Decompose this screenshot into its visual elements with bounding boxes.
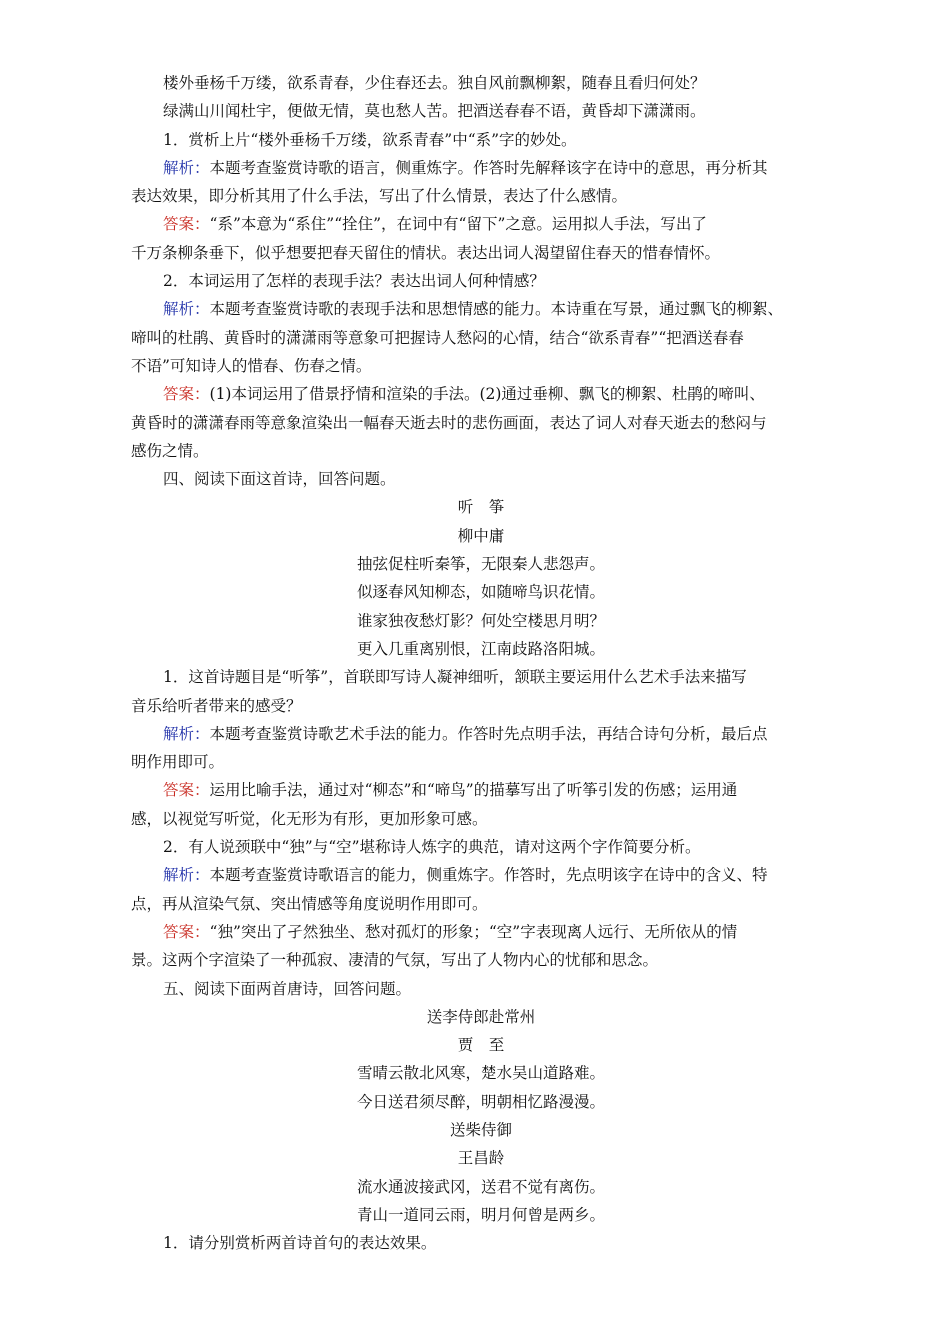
question: 1．赏析上片“楼外垂杨千万缕，欲系青春”中“系”字的妙处。 [163, 130, 577, 149]
analysis-text: 啼叫的杜鹃、黄昏时的潇潇雨等意象可把握诗人愁闷的心情，结合“欲系青春”“把酒送春春 [131, 328, 744, 347]
analysis-text: 表达效果，即分析其用了什么手法，写出了什么情景，表达了什么感情。 [131, 187, 628, 206]
answer-text: 景。这两个字渲染了一种孤寂、凄清的气氛，写出了人物内心的忧郁和思念。 [131, 951, 659, 970]
poem-title: 听 筝 [457, 498, 505, 517]
poem-line: 谁家独夜愁灯影？何处空楼思月明？ [356, 611, 605, 630]
analysis-text: 本题考查鉴赏诗歌的表现手法和思想情感的能力。本诗重在写景，通过飘飞的柳絮、 [209, 300, 784, 319]
poem-line: 流水通波接武冈，送君不觉有离伤。 [356, 1177, 605, 1196]
poem-line: 抽弦促柱听秦筝，无限秦人悲怨声。 [356, 555, 605, 574]
answer-label: 答案： [163, 385, 210, 404]
poem-line: 楼外垂杨千万缕，欲系青春，少住春还去。独自风前飘柳絮，随春且看归何处？ [163, 74, 706, 92]
analysis-text: 本题考查鉴赏诗歌的语言，侧重炼字。作答时先解释该字在诗中的意思，再分析其 [209, 158, 768, 177]
answer-label: 答案： [163, 922, 210, 941]
answer-text: “系”本意为“系住”“拴住”，在词中有“留下”之意。运用拟人手法，写出了 [209, 215, 707, 234]
answer-label: 答案： [163, 215, 210, 234]
poem-line: 青山一道同云雨，明月何曾是两乡。 [356, 1205, 605, 1224]
question: 1．请分别赏析两首诗首句的表达效果。 [163, 1234, 437, 1253]
answer-paragraph [131, 776, 831, 804]
answer-text: 感伤之情。 [131, 441, 209, 460]
analysis-paragraph [131, 861, 831, 889]
answer-paragraph [131, 380, 831, 408]
section-heading: 五、阅读下面两首唐诗，回答问题。 [163, 979, 412, 998]
poem-line: 绿满山川闻杜宇，便做无情，莫也愁人苦。把酒送春春不语，黄昏却下潇潇雨。 [163, 102, 706, 121]
poem-line: 更入几重离别恨，江南歧路洛阳城。 [356, 639, 605, 658]
analysis-text: 点，再从渲染气氛、突出情感等角度说明作用即可。 [131, 894, 488, 913]
poem-title: 送柴侍御 [449, 1120, 512, 1139]
answer-paragraph [131, 210, 831, 238]
answer-text: 千万条柳条垂下，似乎想要把春天留住的情状。表达出词人渴望留住春天的惜春情怀。 [131, 243, 721, 262]
analysis-paragraph [131, 295, 831, 323]
answer-label: 答案： [163, 781, 210, 800]
answer-text: “独”突出了孑然独坐、愁对孤灯的形象；“空”字表现离人远行、无所依从的情 [209, 922, 738, 941]
question: 1．这首诗题目是“听筝”，首联即写诗人凝神细听，颔联主要运用什么艺术手法来描写 [163, 668, 747, 687]
analysis-paragraph [131, 154, 831, 182]
poem-author: 贾 至 [457, 1036, 505, 1055]
poem-title: 送李侍郎赴常州 [426, 1007, 536, 1026]
poem-line: 今日送君须尽醉，明朝相忆路漫漫。 [356, 1092, 605, 1111]
answer-text: 运用比喻手法，通过对“柳态”和“啼鸟”的描摹写出了听筝引发的伤感；运用通 [209, 781, 738, 800]
analysis-label: 解析： [163, 724, 210, 743]
analysis-label: 解析： [163, 866, 210, 885]
document-body [131, 69, 831, 1257]
answer-paragraph [131, 918, 831, 946]
question: 2．有人说颈联中“独”与“空”堪称诗人炼字的典范，请对这两个字作简要分析。 [163, 838, 701, 857]
analysis-label: 解析： [163, 158, 210, 177]
poem-author: 王昌龄 [457, 1149, 505, 1168]
question: 2．本词运用了怎样的表现手法？表达出词人何种情感？ [163, 272, 545, 291]
analysis-label: 解析： [163, 300, 210, 319]
analysis-text: 不语”可知诗人的惜春、伤春之情。 [131, 356, 372, 375]
poem-author: 柳中庸 [457, 526, 505, 545]
analysis-paragraph [131, 720, 831, 748]
question: 音乐给听者带来的感受？ [131, 696, 302, 715]
analysis-text: 本题考查鉴赏诗歌语言的能力，侧重炼字。作答时，先点明该字在诗中的含义、特 [209, 866, 768, 885]
poem-line: 雪晴云散北风寒，楚水吴山道路难。 [356, 1064, 605, 1083]
analysis-text: 本题考查鉴赏诗歌艺术手法的能力。作答时先点明手法，再结合诗句分析，最后点 [209, 724, 768, 743]
analysis-text: 明作用即可。 [131, 753, 225, 772]
answer-text: 黄昏时的潇潇春雨等意象渲染出一幅春天逝去时的悲伤画面，表达了词人对春天逝去的愁闷与 [131, 413, 767, 432]
poem-line: 似逐春风知柳态，如随啼鸟识花情。 [356, 583, 605, 602]
answer-text: (1)本词运用了借景抒情和渲染的手法。(2)通过垂柳、飘飞的柳絮、杜鹃的啼叫、 [209, 385, 765, 404]
section-heading: 四、阅读下面这首诗，回答问题。 [163, 470, 396, 489]
answer-text: 感，以视觉写听觉，化无形为有形，更加形象可感。 [131, 809, 488, 828]
